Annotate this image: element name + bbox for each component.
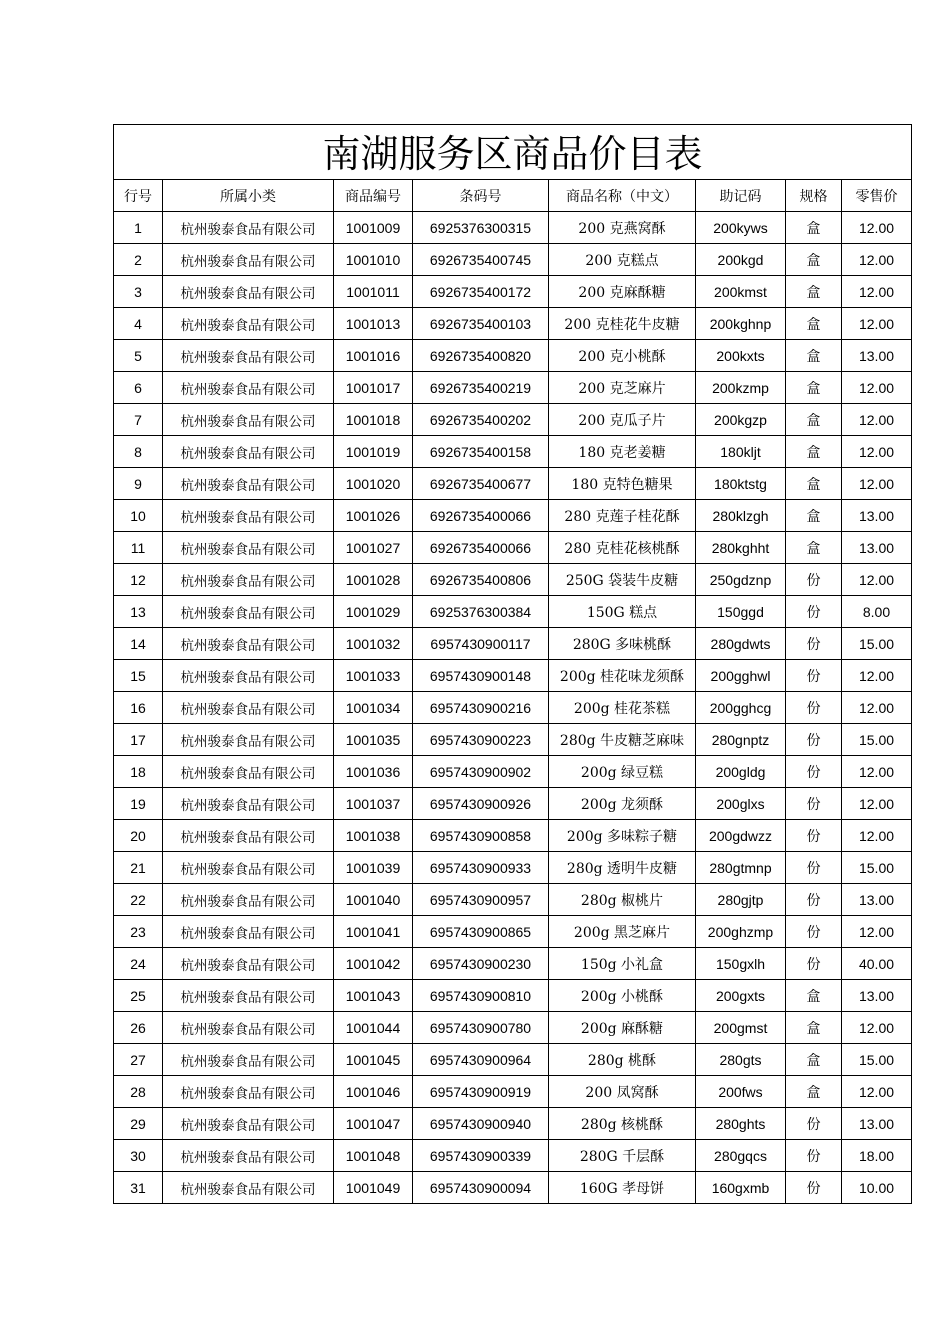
cell-product-name: 280g 牛皮糖芝麻味 [549,724,696,756]
cell-unit: 份 [786,1108,842,1140]
cell-barcode: 6926735400172 [413,276,549,308]
cell-product-name: 200g 龙须酥 [549,788,696,820]
cell-mnemonic: 200gghcg [696,692,786,724]
table-row [114,916,912,948]
cell-row-number: 21 [114,852,163,884]
cell-product-code: 1001034 [334,692,413,724]
cell-mnemonic: 200kgd [696,244,786,276]
cell-row-number: 27 [114,1044,163,1076]
cell-unit: 盒 [786,500,842,532]
cell-row-number: 9 [114,468,163,500]
cell-retail-price: 12.00 [842,916,912,948]
cell-row-number: 28 [114,1076,163,1108]
cell-product-code: 1001046 [334,1076,413,1108]
cell-retail-price: 12.00 [842,404,912,436]
table-row [114,852,912,884]
cell-retail-price: 12.00 [842,276,912,308]
cell-product-code: 1001042 [334,948,413,980]
cell-barcode: 6957430900926 [413,788,549,820]
cell-product-name: 200 克燕窝酥 [549,212,696,244]
cell-retail-price: 12.00 [842,212,912,244]
cell-unit: 盒 [786,372,842,404]
cell-unit: 份 [786,916,842,948]
cell-product-name: 280 克莲子桂花酥 [549,500,696,532]
cell-product-code: 1001035 [334,724,413,756]
cell-row-number: 17 [114,724,163,756]
cell-retail-price: 15.00 [842,628,912,660]
cell-product-name: 200g 桂花味龙须酥 [549,660,696,692]
cell-row-number: 22 [114,884,163,916]
cell-unit: 盒 [786,308,842,340]
cell-row-number: 5 [114,340,163,372]
cell-category: 杭州骏泰食品有限公司 [163,340,334,372]
cell-product-code: 1001028 [334,564,413,596]
cell-product-name: 280G 千层酥 [549,1140,696,1172]
cell-row-number: 25 [114,980,163,1012]
table-row [114,1108,912,1140]
cell-product-name: 180 克老姜糖 [549,436,696,468]
cell-barcode: 6957430900117 [413,628,549,660]
cell-category: 杭州骏泰食品有限公司 [163,820,334,852]
cell-retail-price: 13.00 [842,1108,912,1140]
table-row [114,1140,912,1172]
cell-category: 杭州骏泰食品有限公司 [163,468,334,500]
cell-category: 杭州骏泰食品有限公司 [163,276,334,308]
table-row [114,1044,912,1076]
table-row [114,564,912,596]
cell-retail-price: 15.00 [842,1044,912,1076]
cell-category: 杭州骏泰食品有限公司 [163,948,334,980]
cell-category: 杭州骏泰食品有限公司 [163,724,334,756]
cell-retail-price: 12.00 [842,788,912,820]
cell-product-code: 1001010 [334,244,413,276]
cell-row-number: 4 [114,308,163,340]
cell-retail-price: 12.00 [842,468,912,500]
cell-retail-price: 12.00 [842,820,912,852]
cell-barcode: 6926735400820 [413,340,549,372]
table-row [114,436,912,468]
cell-mnemonic: 200kmst [696,276,786,308]
cell-mnemonic: 200gmst [696,1012,786,1044]
cell-mnemonic: 200kzmp [696,372,786,404]
cell-mnemonic: 200kghnp [696,308,786,340]
cell-product-code: 1001029 [334,596,413,628]
table-row [114,692,912,724]
table-row [114,244,912,276]
column-header-row-number: 行号 [114,180,163,212]
table-row [114,276,912,308]
cell-retail-price: 12.00 [842,436,912,468]
cell-barcode: 6957430900957 [413,884,549,916]
cell-mnemonic: 280gts [696,1044,786,1076]
cell-retail-price: 18.00 [842,1140,912,1172]
cell-unit: 份 [786,692,842,724]
cell-category: 杭州骏泰食品有限公司 [163,372,334,404]
table-row [114,500,912,532]
cell-row-number: 26 [114,1012,163,1044]
cell-unit: 盒 [786,468,842,500]
cell-mnemonic: 200gxts [696,980,786,1012]
cell-product-name: 200g 小桃酥 [549,980,696,1012]
cell-mnemonic: 200gdwzz [696,820,786,852]
cell-mnemonic: 250gdznp [696,564,786,596]
cell-retail-price: 13.00 [842,500,912,532]
cell-row-number: 13 [114,596,163,628]
cell-mnemonic: 280gjtp [696,884,786,916]
cell-product-code: 1001009 [334,212,413,244]
cell-product-code: 1001033 [334,660,413,692]
column-header-product-code: 商品编号 [334,180,413,212]
cell-product-name: 250G 袋装牛皮糖 [549,564,696,596]
cell-mnemonic: 200fws [696,1076,786,1108]
cell-product-code: 1001011 [334,276,413,308]
cell-retail-price: 13.00 [842,532,912,564]
cell-product-name: 200 克瓜子片 [549,404,696,436]
cell-product-name: 150G 糕点 [549,596,696,628]
cell-category: 杭州骏泰食品有限公司 [163,1044,334,1076]
cell-category: 杭州骏泰食品有限公司 [163,1140,334,1172]
cell-row-number: 2 [114,244,163,276]
cell-category: 杭州骏泰食品有限公司 [163,692,334,724]
table-row [114,756,912,788]
cell-row-number: 18 [114,756,163,788]
cell-unit: 盒 [786,980,842,1012]
cell-category: 杭州骏泰食品有限公司 [163,980,334,1012]
cell-row-number: 16 [114,692,163,724]
table-row [114,468,912,500]
cell-unit: 盒 [786,404,842,436]
table-row [114,788,912,820]
cell-unit: 盒 [786,244,842,276]
cell-row-number: 15 [114,660,163,692]
cell-category: 杭州骏泰食品有限公司 [163,244,334,276]
cell-product-name: 280G 多味桃酥 [549,628,696,660]
cell-mnemonic: 200gghwl [696,660,786,692]
cell-row-number: 31 [114,1172,163,1204]
cell-retail-price: 15.00 [842,852,912,884]
cell-unit: 份 [786,788,842,820]
cell-product-name: 200g 绿豆糕 [549,756,696,788]
cell-barcode: 6925376300315 [413,212,549,244]
cell-barcode: 6957430900865 [413,916,549,948]
cell-category: 杭州骏泰食品有限公司 [163,436,334,468]
cell-mnemonic: 150gxlh [696,948,786,980]
cell-unit: 份 [786,948,842,980]
cell-category: 杭州骏泰食品有限公司 [163,596,334,628]
cell-category: 杭州骏泰食品有限公司 [163,308,334,340]
cell-row-number: 11 [114,532,163,564]
cell-barcode: 6957430900933 [413,852,549,884]
cell-row-number: 7 [114,404,163,436]
cell-unit: 盒 [786,532,842,564]
cell-row-number: 30 [114,1140,163,1172]
column-header-mnemonic: 助记码 [696,180,786,212]
cell-barcode: 6957430900216 [413,692,549,724]
column-header-category: 所属小类 [163,180,334,212]
cell-unit: 份 [786,884,842,916]
cell-unit: 份 [786,628,842,660]
cell-mnemonic: 200kgzp [696,404,786,436]
table-row [114,628,912,660]
cell-product-code: 1001039 [334,852,413,884]
cell-product-name: 200 克麻酥糖 [549,276,696,308]
cell-barcode: 6926735400219 [413,372,549,404]
table-row [114,884,912,916]
cell-category: 杭州骏泰食品有限公司 [163,532,334,564]
cell-unit: 份 [786,1140,842,1172]
cell-unit: 盒 [786,436,842,468]
cell-product-name: 200 克芝麻片 [549,372,696,404]
cell-product-code: 1001036 [334,756,413,788]
column-header-retail-price: 零售价 [842,180,912,212]
cell-mnemonic: 280gnptz [696,724,786,756]
cell-unit: 盒 [786,212,842,244]
cell-unit: 份 [786,852,842,884]
column-header-barcode: 条码号 [413,180,549,212]
cell-product-code: 1001027 [334,532,413,564]
cell-category: 杭州骏泰食品有限公司 [163,660,334,692]
cell-product-name: 180 克特色糖果 [549,468,696,500]
cell-retail-price: 12.00 [842,308,912,340]
cell-mnemonic: 180ktstg [696,468,786,500]
cell-category: 杭州骏泰食品有限公司 [163,404,334,436]
cell-product-code: 1001032 [334,628,413,660]
cell-category: 杭州骏泰食品有限公司 [163,1172,334,1204]
column-header-unit: 规格 [786,180,842,212]
table-row [114,948,912,980]
cell-product-name: 280g 椒桃片 [549,884,696,916]
cell-retail-price: 12.00 [842,660,912,692]
cell-barcode: 6957430900780 [413,1012,549,1044]
cell-row-number: 8 [114,436,163,468]
cell-unit: 盒 [786,276,842,308]
cell-product-code: 1001044 [334,1012,413,1044]
cell-mnemonic: 200kyws [696,212,786,244]
cell-product-code: 1001049 [334,1172,413,1204]
cell-retail-price: 15.00 [842,724,912,756]
cell-category: 杭州骏泰食品有限公司 [163,500,334,532]
table-row [114,820,912,852]
cell-product-code: 1001043 [334,980,413,1012]
cell-retail-price: 13.00 [842,980,912,1012]
cell-category: 杭州骏泰食品有限公司 [163,756,334,788]
cell-product-name: 200g 黑芝麻片 [549,916,696,948]
cell-product-name: 280 克桂花核桃酥 [549,532,696,564]
cell-row-number: 29 [114,1108,163,1140]
cell-retail-price: 13.00 [842,884,912,916]
cell-unit: 份 [786,564,842,596]
table-row [114,596,912,628]
table-row [114,212,912,244]
cell-barcode: 6957430900919 [413,1076,549,1108]
cell-category: 杭州骏泰食品有限公司 [163,1076,334,1108]
cell-barcode: 6926735400806 [413,564,549,596]
table-row [114,532,912,564]
cell-barcode: 6957430900902 [413,756,549,788]
cell-product-code: 1001048 [334,1140,413,1172]
cell-barcode: 6957430900964 [413,1044,549,1076]
cell-mnemonic: 280klzgh [696,500,786,532]
cell-product-code: 1001038 [334,820,413,852]
cell-row-number: 6 [114,372,163,404]
cell-product-code: 1001018 [334,404,413,436]
table-row [114,372,912,404]
cell-row-number: 23 [114,916,163,948]
cell-product-name: 200g 麻酥糖 [549,1012,696,1044]
cell-barcode: 6926735400103 [413,308,549,340]
cell-product-code: 1001019 [334,436,413,468]
cell-mnemonic: 280gqcs [696,1140,786,1172]
cell-retail-price: 12.00 [842,1012,912,1044]
cell-category: 杭州骏泰食品有限公司 [163,852,334,884]
cell-mnemonic: 200kxts [696,340,786,372]
cell-row-number: 3 [114,276,163,308]
cell-barcode: 6925376300384 [413,596,549,628]
cell-unit: 份 [786,660,842,692]
cell-mnemonic: 280kghht [696,532,786,564]
cell-retail-price: 12.00 [842,692,912,724]
cell-product-code: 1001047 [334,1108,413,1140]
cell-retail-price: 13.00 [842,340,912,372]
table-header-row [114,180,912,212]
cell-unit: 份 [786,820,842,852]
table-row [114,308,912,340]
cell-product-code: 1001020 [334,468,413,500]
cell-mnemonic: 200gldg [696,756,786,788]
cell-category: 杭州骏泰食品有限公司 [163,788,334,820]
cell-category: 杭州骏泰食品有限公司 [163,1108,334,1140]
cell-product-code: 1001013 [334,308,413,340]
cell-category: 杭州骏泰食品有限公司 [163,212,334,244]
cell-unit: 份 [786,596,842,628]
cell-category: 杭州骏泰食品有限公司 [163,564,334,596]
cell-product-name: 280g 透明牛皮糖 [549,852,696,884]
cell-row-number: 12 [114,564,163,596]
cell-product-name: 200 克桂花牛皮糖 [549,308,696,340]
cell-product-code: 1001016 [334,340,413,372]
cell-product-code: 1001041 [334,916,413,948]
cell-retail-price: 8.00 [842,596,912,628]
cell-barcode: 6957430900940 [413,1108,549,1140]
cell-retail-price: 12.00 [842,756,912,788]
cell-unit: 盒 [786,1076,842,1108]
table-row [114,1172,912,1204]
cell-unit: 份 [786,1172,842,1204]
table-row [114,1076,912,1108]
cell-category: 杭州骏泰食品有限公司 [163,1012,334,1044]
cell-retail-price: 12.00 [842,244,912,276]
cell-barcode: 6926735400202 [413,404,549,436]
cell-mnemonic: 280gdwts [696,628,786,660]
cell-mnemonic: 280ghts [696,1108,786,1140]
cell-barcode: 6926735400066 [413,500,549,532]
cell-product-code: 1001045 [334,1044,413,1076]
cell-barcode: 6926735400677 [413,468,549,500]
cell-unit: 盒 [786,340,842,372]
cell-mnemonic: 280gtmnp [696,852,786,884]
cell-mnemonic: 180kljt [696,436,786,468]
cell-product-name: 200g 桂花茶糕 [549,692,696,724]
cell-barcode: 6957430900148 [413,660,549,692]
table-row [114,980,912,1012]
cell-barcode: 6926735400158 [413,436,549,468]
cell-category: 杭州骏泰食品有限公司 [163,916,334,948]
column-header-product-name: 商品名称（中文） [549,180,696,212]
table-body [114,212,912,1204]
cell-row-number: 10 [114,500,163,532]
cell-row-number: 19 [114,788,163,820]
cell-barcode: 6957430900223 [413,724,549,756]
price-list-table [113,124,912,1204]
cell-product-name: 200 克小桃酥 [549,340,696,372]
cell-barcode: 6957430900339 [413,1140,549,1172]
cell-product-name: 200g 多味粽子糖 [549,820,696,852]
cell-product-name: 200 凤窝酥 [549,1076,696,1108]
cell-mnemonic: 160gxmb [696,1172,786,1204]
cell-product-name: 160G 孝母饼 [549,1172,696,1204]
cell-mnemonic: 200ghzmp [696,916,786,948]
cell-row-number: 14 [114,628,163,660]
cell-mnemonic: 150ggd [696,596,786,628]
table-row [114,1012,912,1044]
cell-retail-price: 40.00 [842,948,912,980]
cell-mnemonic: 200glxs [696,788,786,820]
cell-unit: 盒 [786,1012,842,1044]
cell-retail-price: 12.00 [842,564,912,596]
table-row [114,340,912,372]
table-row [114,660,912,692]
cell-category: 杭州骏泰食品有限公司 [163,628,334,660]
cell-product-name: 150g 小礼盒 [549,948,696,980]
cell-retail-price: 12.00 [842,372,912,404]
cell-barcode: 6957430900858 [413,820,549,852]
cell-retail-price: 12.00 [842,1076,912,1108]
cell-barcode: 6957430900810 [413,980,549,1012]
cell-barcode: 6957430900230 [413,948,549,980]
cell-product-name: 280g 核桃酥 [549,1108,696,1140]
cell-product-code: 1001040 [334,884,413,916]
page-title: 南湖服务区商品价目表 [114,125,912,180]
cell-row-number: 1 [114,212,163,244]
cell-retail-price: 10.00 [842,1172,912,1204]
cell-product-code: 1001026 [334,500,413,532]
cell-row-number: 20 [114,820,163,852]
cell-product-name: 200 克糕点 [549,244,696,276]
cell-row-number: 24 [114,948,163,980]
table-row [114,404,912,436]
cell-unit: 盒 [786,1044,842,1076]
cell-product-code: 1001017 [334,372,413,404]
cell-unit: 份 [786,756,842,788]
cell-product-name: 280g 桃酥 [549,1044,696,1076]
cell-unit: 份 [786,724,842,756]
cell-barcode: 6926735400066 [413,532,549,564]
cell-category: 杭州骏泰食品有限公司 [163,884,334,916]
cell-barcode: 6926735400745 [413,244,549,276]
cell-product-code: 1001037 [334,788,413,820]
cell-barcode: 6957430900094 [413,1172,549,1204]
table-row [114,724,912,756]
